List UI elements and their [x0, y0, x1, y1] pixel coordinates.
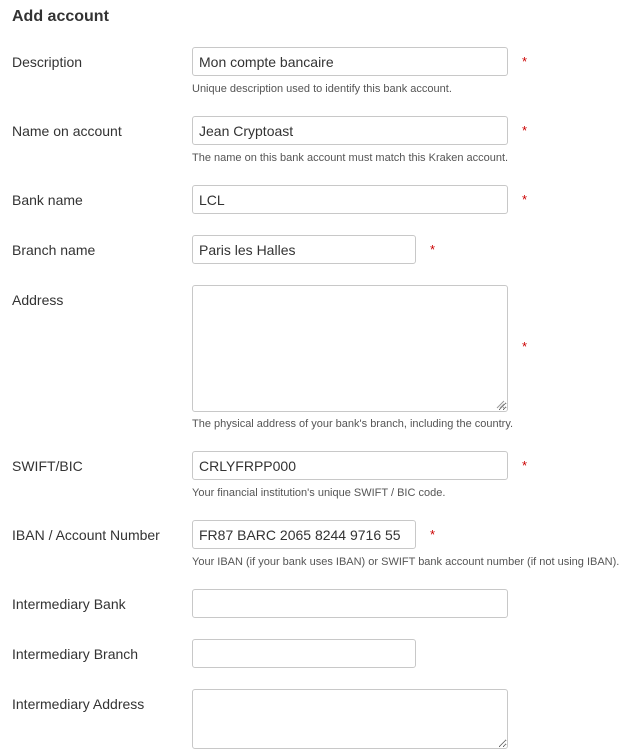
iban-label: IBAN / Account Number	[12, 527, 160, 543]
intermediary-address-textarea[interactable]	[192, 689, 508, 749]
intermediary-branch-label: Intermediary Branch	[12, 646, 139, 662]
address-help: The physical address of your bank's branch, including the country.	[192, 418, 514, 430]
address-textarea[interactable]	[192, 285, 508, 412]
name-on-account-label: Name on account	[12, 123, 122, 139]
intermediary-address-label: Intermediary Address	[12, 696, 145, 712]
address-label: Address	[12, 292, 64, 308]
description-required-marker: *	[522, 54, 528, 69]
page-title: Add account	[12, 8, 109, 25]
iban-required-marker: *	[430, 527, 436, 542]
name-on-account-help: The name on this bank account must match this Kraken account.	[192, 152, 509, 164]
description-label: Description	[12, 54, 83, 70]
intermediary-branch-input[interactable]	[192, 639, 416, 668]
swift-bic-input[interactable]	[192, 451, 508, 480]
resize-grip-icon[interactable]	[495, 399, 505, 409]
branch-name-input[interactable]	[192, 235, 416, 264]
swift-bic-help: Your financial institution's unique SWIFT / BIC code.	[192, 487, 446, 499]
swift-bic-required-marker: *	[522, 458, 528, 473]
iban-help: Your IBAN (if your bank uses IBAN) or SWIFT bank account number (if not using IBAN).	[192, 556, 620, 568]
branch-name-label: Branch name	[12, 242, 96, 258]
bank-name-input[interactable]	[192, 185, 508, 214]
address-required-marker: *	[522, 339, 528, 354]
intermediary-bank-input[interactable]	[192, 589, 508, 618]
bank-name-required-marker: *	[522, 192, 528, 207]
name-on-account-required-marker: *	[522, 123, 528, 138]
description-help: Unique description used to identify this bank account.	[192, 83, 452, 95]
bank-name-label: Bank name	[12, 192, 83, 208]
iban-input[interactable]	[192, 520, 416, 549]
name-on-account-input[interactable]	[192, 116, 508, 145]
intermediary-bank-label: Intermediary Bank	[12, 596, 126, 612]
branch-name-required-marker: *	[430, 242, 436, 257]
swift-bic-label: SWIFT/BIC	[12, 458, 83, 474]
description-input[interactable]	[192, 47, 508, 76]
